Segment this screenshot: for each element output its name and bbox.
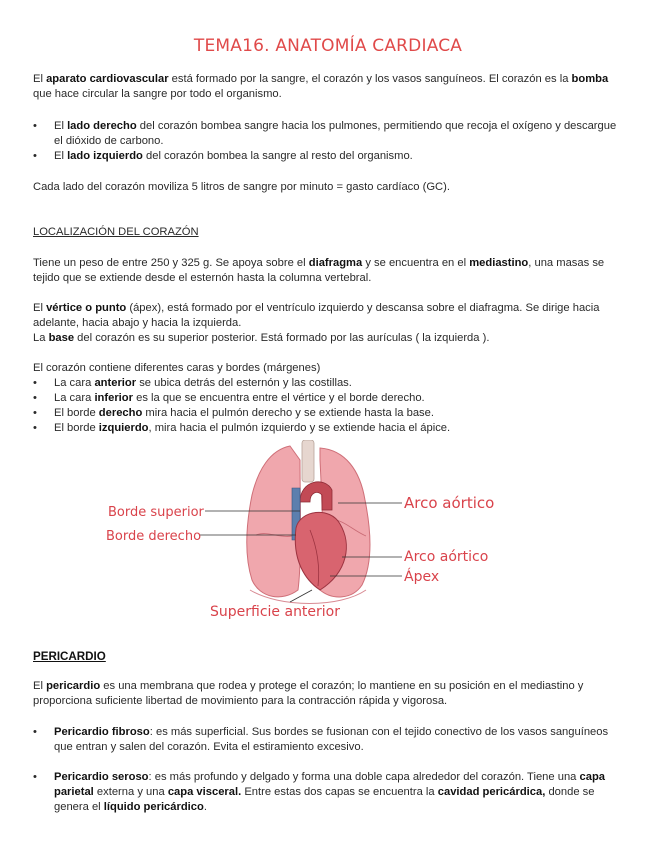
label-borde-superior: Borde superior <box>108 505 204 520</box>
bold-term: mediastino <box>469 257 529 269</box>
bullet-icon: • <box>33 726 37 738</box>
section-heading-localizacion: LOCALIZACIÓN DEL CORAZÓN <box>33 226 199 238</box>
section-heading-pericardio: PERICARDIO <box>33 650 106 663</box>
loc-paragraph-1 <box>33 256 625 286</box>
bold-term: cavidad pericárdica, <box>437 786 546 798</box>
bullet-icon: • <box>33 392 37 404</box>
bold-term: aparato cardiovascular <box>46 73 169 85</box>
label-superficie-anterior: Superficie anterior <box>210 604 341 620</box>
heart-lungs-illustration <box>0 440 656 630</box>
text: del corazón bombea sangre hacia los pulmones, permitiendo que recoja el oxígeno y descargue el dióxido de carbono. <box>54 120 617 147</box>
bold-term: capa parietal <box>54 771 606 798</box>
text: . <box>203 801 207 813</box>
bold-term: diafragma <box>308 257 363 269</box>
text: Tiene un peso de entre 250 y 325 g. Se apoya sobre el <box>33 257 309 269</box>
list-item <box>33 391 625 406</box>
text: La cara <box>54 392 95 404</box>
text: El <box>33 73 47 85</box>
text: : es más profundo y delgado y forma una doble capa alrededor del corazón. Tiene una <box>148 771 580 783</box>
bold-term: Pericardio fibroso <box>54 726 150 738</box>
list-item <box>33 770 625 815</box>
bold-term: Pericardio seroso <box>54 771 149 783</box>
text: es una membrana que rodea y protege el corazón; lo mantiene en su posición en el mediastino y proporciona suficiente libertad de movimiento para la contracción rápida y vigorosa. <box>33 680 584 707</box>
bullet-icon: • <box>33 422 37 434</box>
text: (ápex), está formado por el ventrículo izquierdo y descansa sobre el diafragma. Se dirige hacia adelante, hacia abajo y hacia la izquierda. <box>33 302 600 329</box>
bold-term: base <box>48 332 75 344</box>
list-item <box>33 725 625 755</box>
text: mira hacia el pulmón derecho y se extiende hasta la base. <box>142 407 434 419</box>
text: , mira hacia el pulmón izquierdo y se extiende hacia el ápice. <box>148 422 451 434</box>
bullet-icon: • <box>33 407 37 419</box>
bold-term: izquierdo <box>98 422 149 434</box>
list-item <box>33 421 625 436</box>
trachea <box>302 440 314 482</box>
text: del corazón bombea la sangre al resto del organismo. <box>142 150 413 162</box>
text: El <box>54 120 68 132</box>
label-arco-aortico-top: Arco aórtico <box>404 494 495 512</box>
text: es la que se encuentra entre el vértice y el borde derecho. <box>132 392 425 404</box>
label-borde-derecho: Borde derecho <box>106 529 202 544</box>
bullet-icon: • <box>33 377 37 389</box>
bold-term: lado derecho <box>67 120 137 132</box>
text: El <box>33 302 47 314</box>
text: y se encuentra en el <box>362 257 470 269</box>
list-item <box>33 406 625 421</box>
loc-paragraph-4: El corazón contiene diferentes caras y bordes (márgenes) <box>33 362 321 374</box>
peri-paragraph-1 <box>33 679 625 709</box>
bold-term: pericardio <box>46 680 101 692</box>
text: externa y una <box>93 786 168 798</box>
aortic-arch <box>300 482 332 510</box>
text: del corazón es su superior posterior. Está formado por las aurículas ( la izquierda ). <box>74 332 490 344</box>
text: Entre estas dos capas se encuentra la <box>241 786 438 798</box>
bold-term: derecho <box>98 407 143 419</box>
bullet-icon: • <box>33 150 37 162</box>
list-item <box>33 376 625 391</box>
text: La cara <box>54 377 95 389</box>
bullet-icon: • <box>33 771 37 783</box>
loc-paragraph-3 <box>33 331 625 346</box>
bold-term: vértice o punto <box>46 302 127 314</box>
list-item <box>33 119 625 149</box>
bold-term: líquido pericárdico <box>103 801 204 813</box>
text: , una masas se tejido que se extiende desde el esternón hasta la columna vertebral. <box>33 257 605 284</box>
bold-term: anterior <box>94 377 137 389</box>
text: está formado por la sangre, el corazón y los vasos sanguíneos. El corazón es la <box>168 73 572 85</box>
intro-paragraph <box>33 72 625 102</box>
text: El borde <box>54 407 99 419</box>
text: : es más superficial. Sus bordes se fusionan con el tejido conectivo de los vasos sanguíneos que entran y salen del corazón. Evita el estiramiento excesivo. <box>54 726 609 753</box>
list-item <box>33 149 625 164</box>
text: que hace circular la sangre por todo el organismo. <box>33 88 282 100</box>
label-apex: Ápex <box>404 569 440 585</box>
bold-term: inferior <box>94 392 133 404</box>
loc-paragraph-2 <box>33 301 625 331</box>
bold-term: bomba <box>571 73 609 85</box>
gc-paragraph: Cada lado del corazón moviliza 5 litros de sangre por minuto = gasto cardíaco (GC). <box>33 181 450 193</box>
bullet-icon: • <box>33 120 37 132</box>
text: El borde <box>54 422 99 434</box>
text: El <box>54 150 68 162</box>
text: se ubica detrás del esternón y las costillas. <box>136 377 352 389</box>
text: La <box>33 332 49 344</box>
text: donde se genera el <box>54 786 595 813</box>
bold-term: capa visceral. <box>167 786 242 798</box>
text: El <box>33 680 47 692</box>
label-arco-aortico: Arco aórtico <box>404 549 489 565</box>
page-title: TEMA16. ANATOMÍA CARDIACA <box>193 36 463 56</box>
bold-term: lado izquierdo <box>67 150 143 162</box>
